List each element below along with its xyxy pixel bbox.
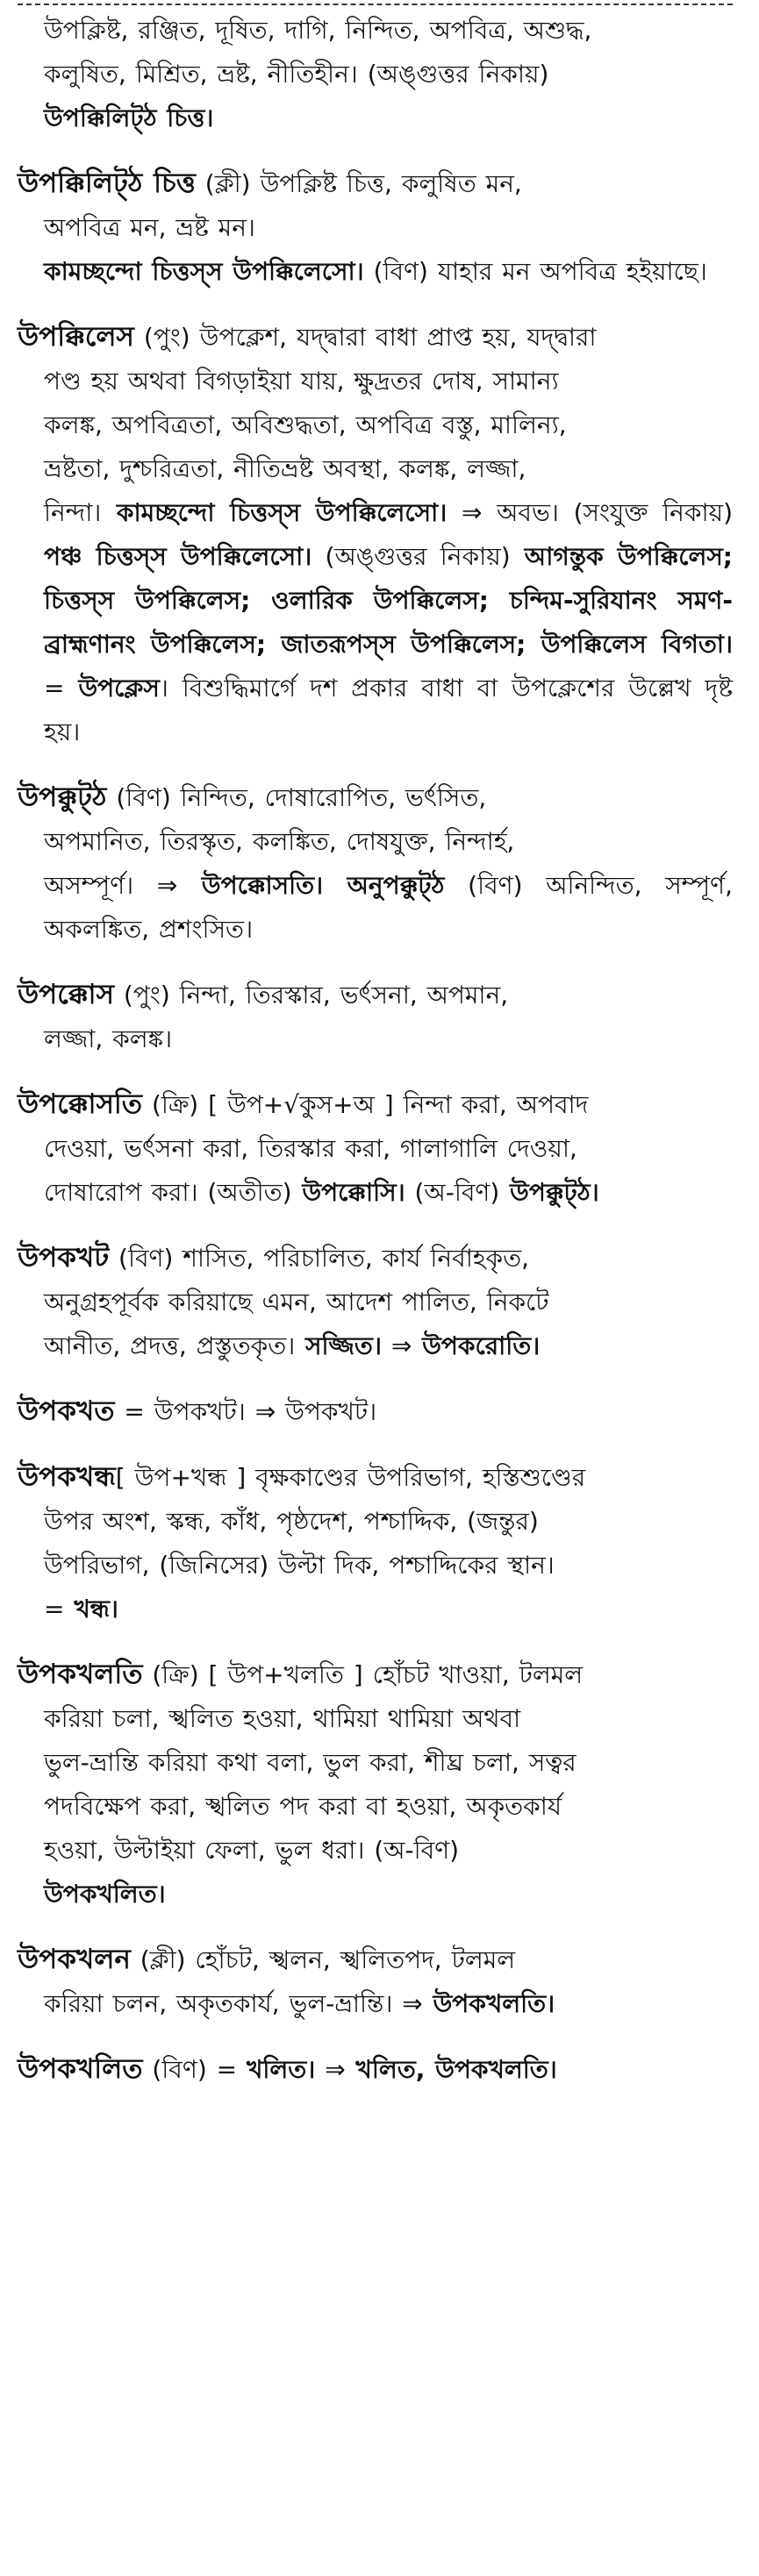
headword: উপক্কোসতি: [18, 1088, 143, 1120]
headword: উপকখলিত: [18, 2053, 143, 2085]
bold-term: খন্ধ।: [74, 1595, 118, 1623]
entry-line: উপর অংশ, স্কন্ধ, কাঁধ, পৃষ্ঠদেশ, পশ্চাদ্দিক, (জন্তুর): [44, 1507, 539, 1536]
headword: উপকখন্ধ: [18, 1461, 116, 1493]
entry-line: পদবিক্ষেপ করা, স্খলিত পদ করা বা হওয়া, অকৃতকার্য: [44, 1792, 562, 1821]
definition-text: (অ-বিণ): [405, 1178, 500, 1207]
definition-text: দোষারোপ করা। (অতীত): [44, 1178, 292, 1207]
definition-text: । বিশুদ্ধিমার্গে দশ প্রকার বাধা বা উপক্লেশের উল্লেখ দৃষ্ট হয়।: [44, 674, 733, 746]
definition-text: ⇒: [381, 1331, 412, 1360]
bold-term: উপকখলিত।: [44, 1880, 166, 1909]
entry-upakkhalana: [18, 1937, 733, 2026]
definition-text: (বিণ) যাহার মন অপবিত্র হইয়াছে।: [363, 257, 707, 286]
definition-text: =: [44, 674, 79, 703]
entry-line: অনুগ্রহপূর্বক করিয়াছে এমন, আদেশ পালিত, নিকটে: [44, 1288, 549, 1317]
bold-term: উপক্কোসি।: [291, 1178, 405, 1207]
definition-text: (বিণ) নিন্দিত, দোষারোপিত, ভর্ৎসিত,: [106, 783, 487, 812]
bold-term: অনুপক্কুট্‌ঠ: [323, 871, 445, 900]
definition-text: (বিণ) অনিন্দিত, সম্পূর্ণ, অকলঙ্কিত, প্রশংসিত।: [44, 871, 734, 944]
entry-line: কলুষিত, মিশ্রিত, ভ্রষ্ট, নীতিহীন। (অঙ্গুত্তর নিকায়): [44, 60, 549, 89]
bold-term: সজ্জিত।: [295, 1331, 382, 1360]
source-ref: (অঙ্গুত্তর নিকায়): [311, 542, 511, 571]
top-dashed-rule: [18, 4, 733, 5]
bold-term: উপক্কিলিট্‌ঠ চিত্ত।: [44, 103, 214, 132]
entry-line: অপবিত্র মন, ভ্রষ্ট মন।: [44, 213, 255, 242]
entry-line: অপমানিত, তিরস্কৃত, কলঙ্কিত, দোষযুক্ত, নিন্দার্হ,: [44, 827, 515, 856]
bold-term: আগন্তুক উপক্কিলেস; চিত্তস্‌স উপক্কিলেস; ওলারিক উপক্কিলেস; চন্দিম-সুরিযানং সমণ-ব্রাহ্মণানং উপক্কিলেস; জাতরূপস্‌স উপক্কিলেস; উপক্কিলেস বিগতা।: [44, 542, 734, 659]
definition-text: ⇒ অবভ।: [447, 498, 559, 527]
entry-upakkhata-variant: [18, 1389, 733, 1434]
entry-line: কলঙ্ক, অপবিত্রতা, অবিশুদ্ধতা, অপবিত্র বস্তু, মালিন্য,: [44, 410, 567, 439]
definition-text: = উপকখট। ⇒ উপকখট।: [114, 1397, 377, 1426]
definition-text: করিয়া চলন, অকৃতকার্য, ভুল-ভ্রান্তি। ⇒: [44, 1989, 423, 2018]
entry-line: দেওয়া, ভর্ৎসনা করা, তিরস্কার করা, গালাগালি দেওয়া,: [44, 1134, 577, 1163]
definition-text: ⇒: [315, 2055, 346, 2084]
entry-line: পণ্ড হয় অথবা বিগড়াইয়া যায়, ক্ষুদ্রতর দোষ, সামান্য: [44, 367, 559, 396]
bold-term: পঞ্চ চিত্তস্‌স উপক্কিলেসো।: [44, 542, 312, 571]
entry-upakkosa: [18, 973, 733, 1061]
headword: উপকখলন: [18, 1944, 131, 1975]
headword: উপকখত: [18, 1395, 115, 1427]
headword: উপক্কিলিট্‌ঠ চিত্ত: [18, 168, 196, 199]
headword: উপকখট: [18, 1242, 110, 1274]
definition-text: (বিণ) =: [142, 2055, 247, 2084]
bold-term: উপক্কোসতি।: [177, 871, 324, 900]
bold-term: উপক্লেস: [78, 674, 160, 703]
entry-upakkhandha: [18, 1455, 733, 1631]
entry-upakkosati: [18, 1082, 733, 1215]
definition-text: (ক্রি) [ উপ+√কুস+অ ] নিন্দা করা, অপবাদ: [142, 1090, 589, 1119]
bold-term: খলিত, উপকখলতি।: [345, 2055, 557, 2084]
entry-upakkilesa: [18, 315, 733, 754]
definition-text: (পুং) উপক্লেশ, যদ্দ্বারা বাধা প্রাপ্ত হয়, যদ্দ্বারা: [133, 323, 597, 352]
definition-text: =: [44, 1595, 75, 1623]
entry-line: ভুল-ভ্রান্তি করিয়া কথা বলা, ভুল করা, শীঘ্র চলা, সত্বর: [44, 1748, 576, 1777]
source-ref: (সংযুক্ত নিকায়): [573, 498, 733, 527]
entry-line: ভ্রষ্টতা, দুশ্চরিত্রতা, নীতিভ্রষ্ট অবস্থা, কলঙ্ক, লজ্জা,: [44, 454, 526, 483]
headword: উপক্কুট্‌ঠ: [18, 781, 107, 813]
bold-term: উপকরোতি।: [412, 1331, 541, 1360]
definition-text: আনীত, প্রদত্ত, প্রস্তুতকৃত।: [44, 1331, 296, 1360]
bold-term: খলিত।: [247, 2055, 316, 2084]
entry-line: উপক্লিষ্ট, রঞ্জিত, দূষিত, দাগি, নিন্দিত, অপবিত্র, অশুদ্ধ,: [44, 16, 592, 45]
entry-upakkhalita: [18, 2047, 733, 2092]
bold-term: উপক্কুট্‌ঠ।: [499, 1178, 599, 1207]
bold-term: কামচ্ছন্দো চিত্তস্‌স উপক্কিলেসো।: [101, 498, 448, 527]
definition-text: (বিণ) শাসিত, পরিচালিত, কার্য নির্বাহকৃত,: [109, 1244, 530, 1273]
definition-text: [ উপ+খন্ধ ] বৃক্ষকাণ্ডের উপরিভাগ, হস্তিশুণ্ডের: [115, 1463, 586, 1492]
definition-text: অসম্পূর্ণ। ⇒: [44, 871, 178, 900]
definition-text: (ক্রি) [ উপ+খলতি ] হোঁচট খাওয়া, টলমল: [142, 1660, 584, 1689]
definition-text: (পুং) নিন্দা, তিরস্কার, ভর্ৎসনা, অপমান,: [113, 981, 509, 1010]
entry-continuation: [18, 4, 733, 140]
headword: উপকখলতি: [18, 1659, 143, 1690]
bold-term: উপকখলতি।: [422, 1989, 555, 2018]
definition-text: নিন্দা।: [44, 498, 102, 527]
entry-line: উপরিভাগ, (জিনিসের) উল্টা দিক, পশ্চাদ্দিকের স্থান।: [44, 1551, 555, 1580]
entry-upakkuttha: [18, 775, 733, 952]
headword: উপক্কোস: [18, 979, 114, 1010]
headword: উপক্কিলেস: [18, 321, 134, 353]
entry-line: করিয়া চলা, স্খলিত হওয়া, থামিয়া থামিয়া অথবা: [44, 1704, 521, 1733]
entry-line: লজ্জা, কলঙ্ক।: [44, 1024, 173, 1053]
bold-term: কামচ্ছন্দো চিত্তস্‌স উপক্কিলেসো।: [44, 257, 364, 286]
definition-text: (ক্লী) হোঁচট, স্খলন, স্খলিতপদ, টলমল: [130, 1945, 516, 1974]
entry-upakkhata: [18, 1236, 733, 1368]
definition-text: (ক্লী) উপক্লিষ্ট চিত্ত, কলুষিত মন,: [195, 169, 522, 198]
entry-upakkilittha-citta: [18, 161, 733, 294]
entry-upakkhalati: [18, 1652, 733, 1916]
entry-line: হওয়া, উল্টাইয়া ফেলা, ভুল ধরা। (অ-বিণ): [44, 1836, 460, 1865]
